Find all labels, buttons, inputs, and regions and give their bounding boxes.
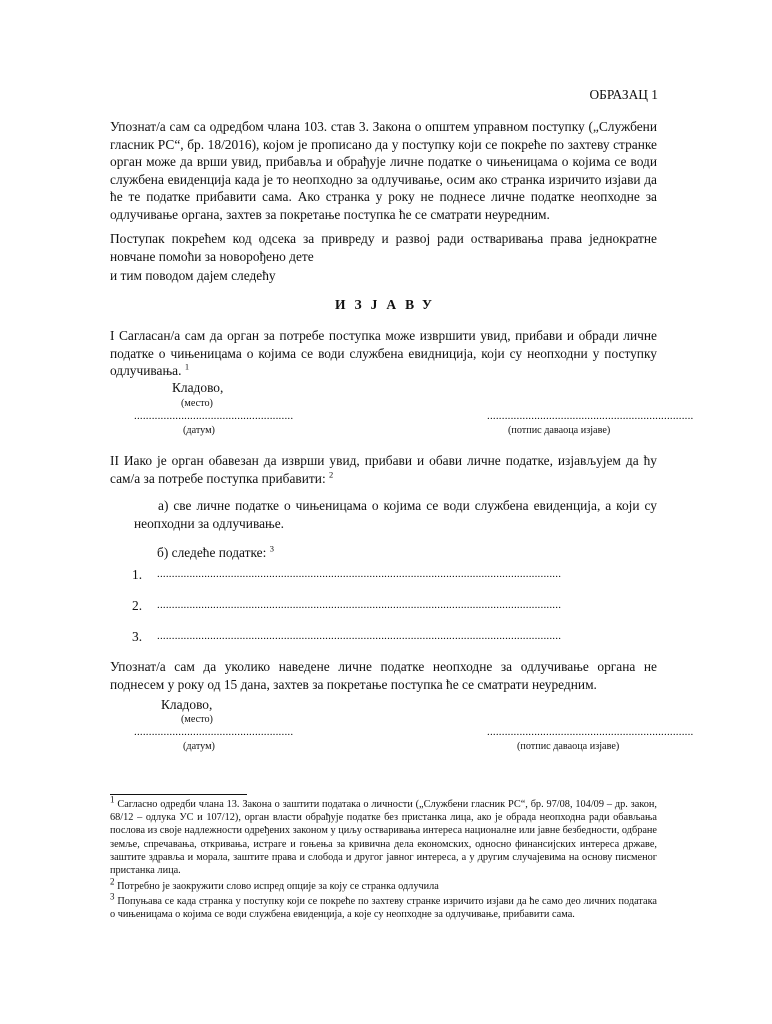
option-a[interactable]: а) све личне податке о чињеницама о којима се води службена евиденција, а који су неопходни за одлучивање. [134,498,657,531]
declaration-title: ИЗЈАВУ [335,297,441,312]
section-1-body: I Сагласан/а сам да орган за потребе поступка може извршити увид, прибави и обради личне податке о чињеницама о којима се води службена евидниција, који су неопходни у поступку одлучивања. [110,328,657,379]
footnote-2 [110,876,657,893]
signature-label-1: (потпис даваоца изјаве) [508,425,611,436]
section-2-text [110,452,657,487]
date-line-2[interactable]: ...................................................... [134,726,294,738]
declaration-lead: и тим поводом дајем следећу [110,268,276,283]
date-line-1[interactable]: ...................................................... [134,410,294,422]
signature-label-2: (потпис даваоца изјаве) [517,741,620,752]
signature-line-2[interactable]: ...................................................................... [487,726,694,738]
option-b-label: б) следеће податке: [157,545,267,560]
place-label-1: (место) [181,398,213,409]
procedure-paragraph: Поступак покрећем код одсека за привреду и развој ради остваривања права једнократне новчане помоћи за новорођено дете [110,231,657,264]
place-value-1: Кладово, [172,380,224,395]
item-1-line[interactable]: ......................................................................................................................................... [157,568,562,580]
form-label: ОБРАЗАЦ 1 [589,87,658,102]
closing-paragraph: Упознат/а сам да уколико наведене личне податке неопходне за одлучивање органа не поднесем у року од 15 дана, захтев за покретање поступка ће се сматрати неуредним. [110,659,657,692]
footnote-ref-1: 1 [184,361,190,372]
footnote-1-number: 1 [110,794,115,805]
intro-paragraph: Упознат/а сам са одредбом члана 103. став 3. Закона о општем управном поступку („Службени гласник РС“, бр. 18/2016), којом је прописано да у поступку који се покреће по захтеву странке орган може да врши увид, прибавља и обрађује личне податке о чињеницама о којима се води службена евиденција када је то неопходно за одлучивање, осим ако странка изричито изјави да ће те податке прибавити сама. Ако странка у року не поднесе личне податке неопходне за одлучивање органа, захтев за покретање поступка ће се сматрати неуредним. [110,119,657,222]
footnote-1-text: Сагласно одредби члана 13. Закона о заштити података о личности („Службени гласник РС“, бр. 97/08, 104/09 – др. закон, 68/12 – одлука УС и 107/12), орган власти обрађује податке без пристанка лица, ако је обрада неопходна ради обављања послова из своје надлежности одређених законом у циљу остваривања интереса националне или јавне безбедности, одбране земље, спречавања, откривања, истраге и гоњења за кривична дела економских, односно финансијских интереса државе, заштите здравља и морала, заштите права и слобода и другог јавног интереса, а у другим случајевима на основу писменог пристанка лица. [110,799,657,877]
place-label-2: (место) [181,714,213,725]
section-1-text [110,327,657,380]
item-1-number: 1. [132,567,143,582]
footnote-1 [110,794,657,877]
section-2-body: II Иако је орган обавезан да изврши увид, прибави и обави личне податке, изјављујем да ћу сам/а за потребе поступка прибавити: [110,453,657,486]
date-label-1: (датум) [183,425,215,436]
footnote-3-text: Попуњава се када странка у поступку који се покреће по захтеву странке изричито изјави да ће само део личних података о чињеницама о којима се води службена евиденција, а које су неопходне за одлучивање, прибавити сама. [110,896,657,921]
footnote-3-number: 3 [110,891,115,902]
item-3-number: 3. [132,629,143,644]
item-2-line[interactable]: ......................................................................................................................................... [157,599,562,611]
place-value-2: Кладово, [161,697,213,712]
option-b[interactable] [157,544,274,562]
footnote-ref-3: 3 [269,543,274,554]
item-3-line[interactable]: ......................................................................................................................................... [157,630,562,642]
footnote-ref-2: 2 [329,469,334,480]
item-2-number: 2. [132,598,143,613]
footnote-3 [110,891,657,921]
signature-line-1[interactable]: ...................................................................... [487,410,694,422]
date-label-2: (датум) [183,741,215,752]
footnote-2-text: Потребно је заокружити слово испред опције за коју се странка одлучила [117,881,439,892]
footnote-2-number: 2 [110,876,115,887]
footnote-separator [110,794,247,795]
